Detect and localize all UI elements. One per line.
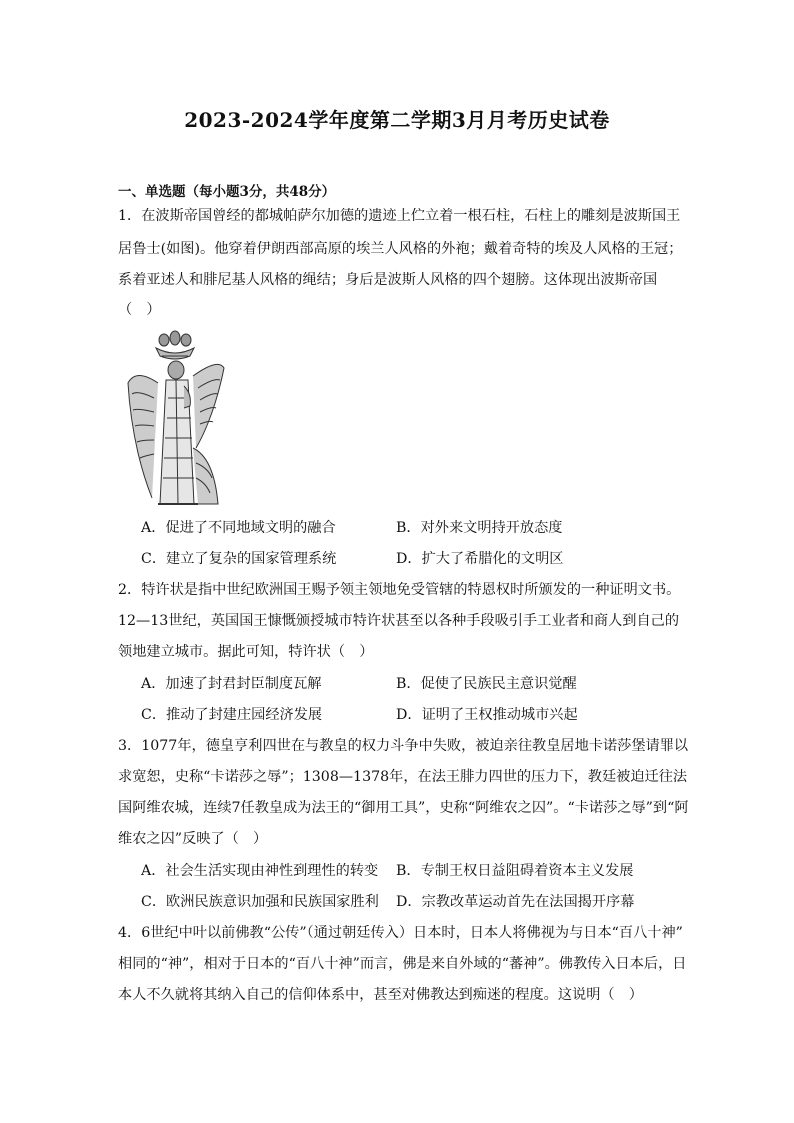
question-1-option-a: A．促进了不同地域文明的融合 — [141, 520, 336, 536]
question-3-line-1: 3．1077年，德皇亨利四世在与教皇的权力斗争中失败，被迫亲往教皇居地卡诺莎堡请罪以 — [118, 738, 689, 754]
cyrus-relief-figure — [118, 328, 228, 510]
page-title: 2023-2024学年度第二学期3月月考历史试卷 — [184, 108, 610, 132]
question-4-line-3: 本人不久就将其纳入自己的信仰体系中，甚至对佛教达到痴迷的程度。这说明（ ） — [118, 987, 643, 1003]
question-1-line-1: 1．在波斯帝国曾经的都城帕萨尔加德的遗迹上伫立着一根石柱，石柱上的雕刻是波斯国王 — [118, 208, 681, 224]
question-1-line-2: 居鲁士(如图)。他穿着伊朗西部高原的埃兰人风格的外袍；戴着奇特的埃及人风格的王冠； — [118, 241, 683, 257]
question-2-line-1: 2．特许状是指中世纪欧洲国王赐予领主领地免受管辖的特恩权时所颁发的一种证明文书。 — [118, 582, 681, 598]
section-heading: 一、单选题（每小题3分，共48分） — [118, 184, 336, 200]
question-2-option-a: A．加速了封君封臣制度瓦解 — [141, 676, 322, 692]
question-3-option-c: C．欧洲民族意识加强和民族国家胜利 — [141, 894, 379, 910]
question-2-option-b: B．促使了民族民主意识觉醒 — [396, 676, 577, 692]
question-1-line-3: 系着亚述人和腓尼基人风格的绳结；身后是波斯人风格的四个翅膀。这体现出波斯帝国 — [118, 272, 658, 288]
question-3-line-4: 维农之囚”反映了（ ） — [118, 831, 268, 847]
question-3-option-a: A．社会生活实现由神性到理性的转变 — [141, 863, 379, 879]
question-2-option-d: D．证明了王权推动城市兴起 — [396, 707, 578, 723]
question-1-option-c: C．建立了复杂的国家管理系统 — [141, 551, 337, 567]
question-3-option-d: D．宗教改革运动首先在法国揭开序幕 — [396, 894, 635, 910]
question-1-line-4: （ ） — [118, 302, 161, 318]
question-3-line-2: 求宽恕，史称“卡诺莎之辱”；1308—1378年，在法王腓力四世的压力下，教廷被迫迁往法 — [118, 769, 688, 785]
question-3-option-b: B．专制王权日益阻碍着资本主义发展 — [396, 863, 634, 879]
question-2-option-c: C．推动了封建庄园经济发展 — [141, 707, 323, 723]
question-1-option-d: D．扩大了希腊化的文明区 — [396, 551, 564, 567]
question-1-option-b: B．对外来文明持开放态度 — [396, 520, 563, 536]
question-4-line-2: 相同的“神”，相对于日本的“百八十神”而言，佛是来自外域的“蕃神”。佛教传入日本后，日 — [118, 956, 687, 972]
question-3-line-3: 国阿维农城，连续7任教皇成为法王的“御用工具”，史称“阿维农之囚”。“卡诺莎之辱”到“阿 — [118, 800, 689, 816]
question-2-line-2: 12—13世纪，英国国王慷慨颁授城市特许状甚至以各种手段吸引手工业者和商人到自己的 — [118, 613, 680, 629]
question-2-line-3: 领地建立城市。据此可知，特许状（ ） — [118, 644, 374, 660]
question-4-line-1: 4．6世纪中叶以前佛教“公传”（通过朝廷传入）日本时，日本人将佛视为与日本“百八十神” — [118, 925, 683, 941]
